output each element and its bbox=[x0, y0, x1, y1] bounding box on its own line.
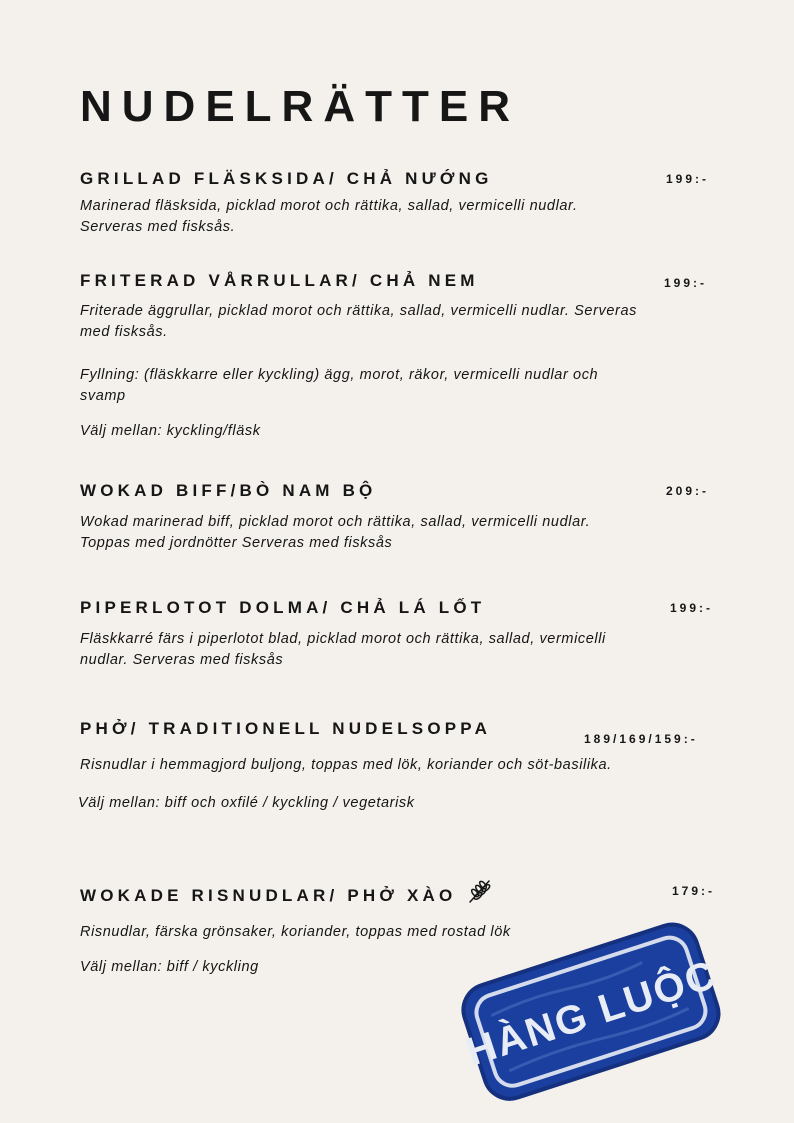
dish-price: 209:- bbox=[666, 484, 710, 498]
menu-item-grillad-flasksida bbox=[80, 168, 640, 238]
page-title: NUDELRÄTTER bbox=[80, 82, 520, 131]
dish-name: PIPERLOTOT DOLMA/ CHẢ LÁ LỐT bbox=[80, 598, 486, 617]
dish-description: Fläskkarré färs i piperlotot blad, picklad morot och rättika, sallad, vermicelli nudlar. Serveras med fisksås bbox=[80, 631, 606, 668]
menu-item-piperlotot-dolma bbox=[80, 597, 640, 671]
dish-filling: Fyllning: (fläskkarre eller kyckling) ägg, morot, räkor, vermicelli nudlar och svamp bbox=[80, 367, 599, 404]
dish-name: WOKADE RISNUDLAR/ PHỞ XÀO bbox=[80, 886, 457, 905]
dish-price: 199:- bbox=[664, 276, 708, 290]
menu-item-pho bbox=[80, 718, 640, 814]
dish-price: 179:- bbox=[672, 884, 716, 898]
stamp-logo bbox=[455, 915, 725, 1110]
wheat-icon bbox=[466, 877, 494, 911]
dish-name: GRILLAD FLÄSKSIDA/ CHẢ NƯỚNG bbox=[80, 169, 493, 188]
dish-price: 189/169/159:- bbox=[584, 732, 698, 746]
dish-name: FRITERAD VÅRRULLAR/ CHẢ NEM bbox=[80, 271, 479, 290]
dish-choice: Välj mellan: kyckling/fläsk bbox=[80, 423, 261, 439]
dish-description: Risnudlar i hemmagjord buljong, toppas med lök, koriander och söt-basilika. bbox=[80, 757, 612, 773]
menu-item-friterad-varrullar bbox=[80, 270, 640, 442]
dish-description: Friterade äggrullar, picklad morot och rättika, sallad, vermicelli nudlar. Serveras med fisksås. bbox=[80, 303, 637, 340]
dish-choice: Välj mellan: biff / kyckling bbox=[80, 959, 259, 975]
dish-name: PHỞ/ TRADITIONELL NUDELSOPPA bbox=[80, 719, 492, 738]
dish-price: 199:- bbox=[670, 601, 714, 615]
menu-item-wokad-biff bbox=[80, 480, 640, 554]
dish-name-row bbox=[80, 877, 640, 911]
stamp-text: HÀNG LUỘC bbox=[461, 952, 723, 1075]
dish-description: Wokad marinerad biff, picklad morot och rättika, sallad, vermicelli nudlar. Toppas med jordnötter Serveras med fisksås bbox=[80, 514, 591, 551]
dish-name: WOKAD BIFF/BÒ NAM BỘ bbox=[80, 481, 377, 500]
dish-description: Marinerad fläsksida, picklad morot och rättika, sallad, vermicelli nudlar. Serveras med fisksås. bbox=[80, 198, 578, 235]
dish-price: 199:- bbox=[666, 172, 710, 186]
dish-description: Risnudlar, färska grönsaker, koriander, toppas med rostad lök bbox=[80, 924, 511, 940]
dish-choice: Välj mellan: biff och oxfilé / kyckling / vegetarisk bbox=[78, 795, 415, 811]
